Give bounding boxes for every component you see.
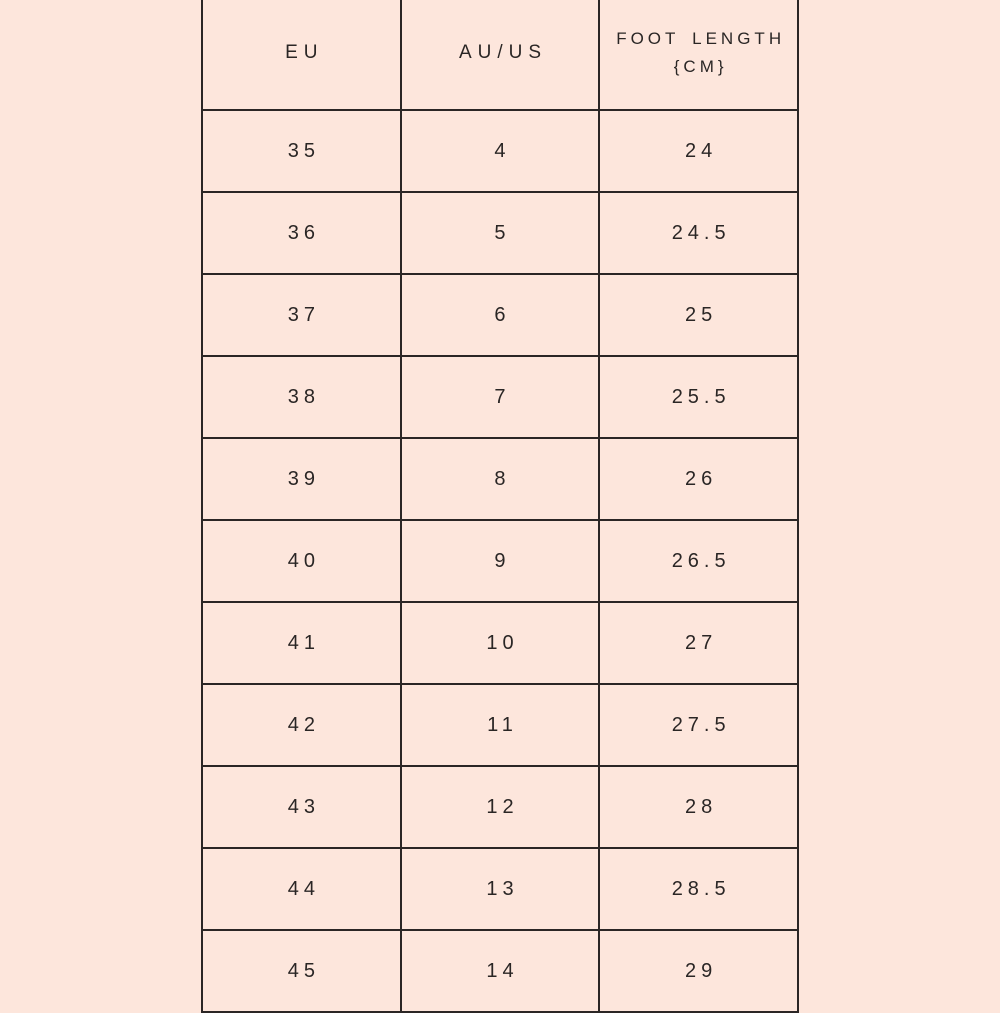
- table-row: [202, 684, 798, 766]
- cell-au-us: 9: [401, 520, 600, 602]
- table-row: [202, 356, 798, 438]
- cell-au-us: 7: [401, 356, 600, 438]
- cell-eu: 40: [202, 520, 401, 602]
- cell-foot-length: 27.5: [599, 684, 798, 766]
- cell-au-us: 10: [401, 602, 600, 684]
- cell-foot-length: 25.5: [599, 356, 798, 438]
- cell-eu: 44: [202, 848, 401, 930]
- table-row: [202, 766, 798, 848]
- cell-eu: 45: [202, 930, 401, 1012]
- cell-au-us: 13: [401, 848, 600, 930]
- cell-eu: 37: [202, 274, 401, 356]
- cell-foot-length: 24.5: [599, 192, 798, 274]
- cell-foot-length: 25: [599, 274, 798, 356]
- cell-eu: 42: [202, 684, 401, 766]
- cell-foot-length: 29: [599, 930, 798, 1012]
- cell-foot-length: 27: [599, 602, 798, 684]
- cell-au-us: 4: [401, 110, 600, 192]
- cell-au-us: 12: [401, 766, 600, 848]
- cell-au-us: 11: [401, 684, 600, 766]
- table-row: [202, 438, 798, 520]
- cell-eu: 39: [202, 438, 401, 520]
- cell-eu: 43: [202, 766, 401, 848]
- cell-eu: 35: [202, 110, 401, 192]
- table-row: [202, 110, 798, 192]
- cell-foot-length: 26.5: [599, 520, 798, 602]
- header-foot-length-line1: FOOT: [616, 28, 680, 48]
- cell-au-us: 14: [401, 930, 600, 1012]
- cell-au-us: 6: [401, 274, 600, 356]
- header-au-us: AU/US: [401, 0, 600, 110]
- table-row: [202, 520, 798, 602]
- cell-foot-length: 24: [599, 110, 798, 192]
- table-row: [202, 192, 798, 274]
- cell-eu: 36: [202, 192, 401, 274]
- header-eu: EU: [202, 0, 401, 110]
- table-row: [202, 848, 798, 930]
- cell-au-us: 8: [401, 438, 600, 520]
- cell-au-us: 5: [401, 192, 600, 274]
- header-foot-length-line2: LENGTH: [692, 28, 786, 48]
- cell-foot-length: 28: [599, 766, 798, 848]
- cell-foot-length: 26: [599, 438, 798, 520]
- cell-eu: 41: [202, 602, 401, 684]
- header-foot-length: [599, 0, 798, 110]
- cell-eu: 38: [202, 356, 401, 438]
- header-row: [202, 0, 798, 110]
- table-row: [202, 274, 798, 356]
- header-foot-length-line3: {CM}: [673, 56, 728, 76]
- size-chart-body: [202, 110, 798, 1012]
- size-chart-header: [202, 0, 798, 110]
- cell-foot-length: 28.5: [599, 848, 798, 930]
- size-chart-table: [201, 0, 799, 1013]
- table-row: [202, 602, 798, 684]
